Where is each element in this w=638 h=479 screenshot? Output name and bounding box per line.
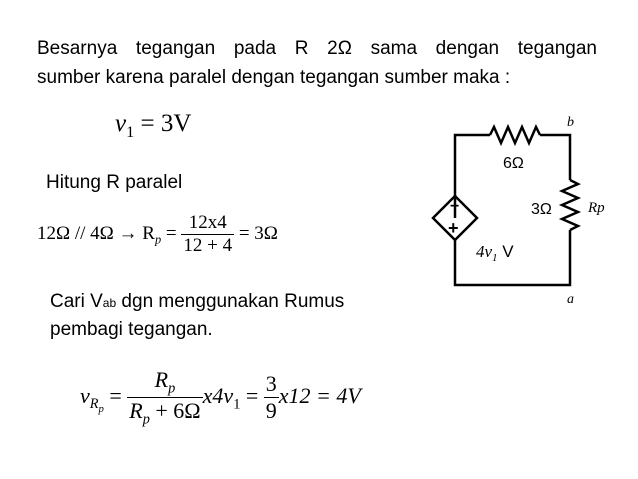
label-3ohm: 3Ω bbox=[531, 201, 552, 218]
eq3-denominator: $R_p + 6\Omega$ bbox=[129, 398, 201, 428]
eq2-lhs: 12Ω // 4Ω → R bbox=[37, 222, 155, 244]
eq3-result: x12 = 4V bbox=[278, 382, 361, 408]
eq2-denominator: 12 + 4 bbox=[183, 235, 233, 256]
wire-top-right bbox=[540, 135, 570, 180]
eq2-equals: = bbox=[165, 222, 177, 244]
cari-line-2: pembagi tegangan. bbox=[50, 319, 213, 340]
eq1-rhs: = 3V bbox=[140, 110, 192, 137]
source-label: $4v_1$ V bbox=[476, 242, 514, 264]
intro-line-2: sumber karena paralel dengan tegangan sumber maka : bbox=[37, 67, 511, 88]
intro-line-1: Besarnya tegangan pada R 2Ω sama dengan tegangan bbox=[37, 38, 597, 59]
eq3-mult: x4v bbox=[202, 382, 234, 408]
eq3-denominator-2: 9 bbox=[265, 398, 277, 424]
eq3-lhs: v bbox=[80, 382, 90, 408]
resistor-3ohm bbox=[562, 180, 578, 230]
source-plus: + bbox=[448, 218, 459, 238]
label-6ohm: 6Ω bbox=[503, 155, 524, 172]
eq2-result: = 3Ω bbox=[238, 222, 278, 244]
eq2-numerator: 12x4 bbox=[181, 212, 234, 235]
eq1-lhs: v bbox=[115, 110, 127, 137]
eq3-numerator-2: 3 bbox=[265, 371, 277, 397]
eq1-sub: 1 bbox=[126, 123, 135, 141]
eq3-equals: = bbox=[109, 382, 122, 408]
equation-vrp: $v_{R_p}$ = $\frac{R_p}{R_p + 6\Omega}$ $x4v_1$ = $\frac{3}{9}$ x12 = 4V bbox=[80, 367, 361, 428]
node-b: b bbox=[567, 115, 574, 130]
cari-sub: ab bbox=[102, 296, 117, 310]
eq2-lhs-sub: p bbox=[154, 232, 162, 247]
cari-line-1: Cari Vab dgn menggunakan Rumus bbox=[50, 291, 345, 312]
label-rp: Rp bbox=[588, 200, 605, 216]
eq3-numerator: $R_p$ bbox=[127, 367, 202, 398]
hitung-label: Hitung R paralel bbox=[46, 172, 183, 193]
resistor-6ohm bbox=[490, 127, 540, 143]
node-a: a bbox=[567, 292, 574, 307]
source-minus: − bbox=[450, 198, 460, 215]
wire-top bbox=[455, 135, 490, 218]
